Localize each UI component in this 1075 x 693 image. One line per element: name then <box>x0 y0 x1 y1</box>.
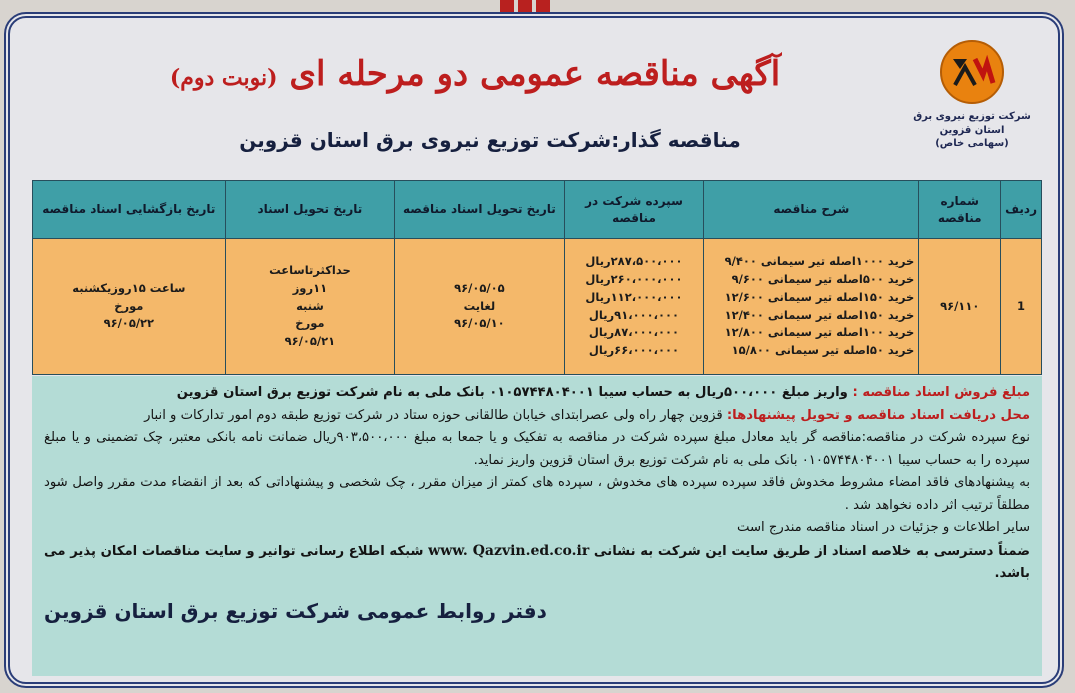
item-line: خرید ۵۰۰اصله تیر سیمانی ۹/۶۰۰ <box>731 271 915 286</box>
ad-frame <box>4 12 1064 688</box>
place-label: محل دریافت اسناد مناقصه و تحویل پیشنهادها: <box>726 407 1030 423</box>
col-header-index: ردیف <box>1001 181 1042 239</box>
company-type: (سهامی خاص) <box>935 138 1009 149</box>
opening-line: ۹۶/۰۵/۲۲ <box>103 316 155 331</box>
access-paragraph <box>44 540 1030 586</box>
access-text-2: شبکه اطلاع رسانی توانیر و سایت مناقصات امکان پذیر می باشد. <box>44 543 1030 581</box>
deposit-line: ۸۷،۰۰۰،۰۰۰ریال <box>588 325 680 340</box>
col-header-tender-no: شماره مناقصه <box>919 181 1001 239</box>
cell-doc-delivery <box>395 239 564 375</box>
doc-delivery-line: لغایت <box>463 298 496 313</box>
cell-tender-no: ۹۶/۱۱۰ <box>919 239 1001 375</box>
col-header-doc-delivery: تاریخ تحویل اسناد مناقصه <box>395 181 564 239</box>
submission-line: ۹۶/۰۵/۲۱ <box>284 334 336 349</box>
table-header-row <box>33 181 1042 239</box>
cell-description <box>704 239 919 375</box>
submission-line: حداکثرتاساعت <box>269 262 351 277</box>
price-text: واریز مبلغ ۵۰۰،۰۰۰ریال به حساب سیبا ۰۱۰۵۷۴۴۸۰۴۰۰۱ بانک ملی به نام شرکت توزیع برق استان قزوین <box>176 385 853 400</box>
company-name: شرکت توزیع نیروی برق استان قزوین <box>913 111 1031 136</box>
tender-table <box>32 180 1042 375</box>
website-link[interactable]: www. Qazvin.ed.co.ir <box>428 542 590 559</box>
footer-signature: دفتر روابط عمومی شرکت توزیع برق استان قزوین <box>44 598 547 623</box>
price-label: مبلغ فروش اسناد مناقصه : <box>852 385 1030 400</box>
item-line: خرید ۱۰۰اصله تیر سیمانی ۱۲/۸۰۰ <box>724 325 915 340</box>
title-round: (نوبت دوم) <box>169 65 278 91</box>
col-header-opening: تاریخ بازگشایی اسناد مناقصه <box>33 181 226 239</box>
table-row <box>33 239 1042 375</box>
company-logo <box>902 40 1042 170</box>
ad-title <box>90 50 860 102</box>
title-main: آگهی مناقصه عمومی دو مرحله ای <box>289 54 781 94</box>
deposit-line: ۹۱،۰۰۰،۰۰۰ریال <box>588 307 680 322</box>
info-section <box>32 376 1042 676</box>
submission-line: مورخ <box>295 316 325 331</box>
cell-deposit <box>564 239 704 375</box>
col-header-submission: تاریخ تحویل اسناد <box>225 181 395 239</box>
cell-submission <box>225 239 395 375</box>
doc-delivery-line: ۹۶/۰۵/۰۵ <box>454 280 505 295</box>
place-paragraph <box>44 405 1030 428</box>
opening-line: ساعت ۱۵روزیکشنبه <box>72 280 186 295</box>
tenderer-line: مناقصه گذار:شرکت توزیع نیروی برق استان قزوین <box>239 128 741 152</box>
cell-opening <box>33 239 226 375</box>
item-line: خرید ۱۰۰۰اصله تیر سیمانی ۹/۴۰۰ <box>724 254 915 269</box>
tavanir-logo-icon <box>940 40 1004 104</box>
place-text: قزوین چهار راه ولی عصرابتدای خیابان طالقانی حوزه ستاد در شرکت توزیع طبقه دوم امور تدارکات و انبار <box>144 407 727 423</box>
deposit-line: ۲۸۷،۵۰۰،۰۰۰ریال <box>585 254 683 269</box>
price-paragraph <box>44 382 1030 405</box>
other-paragraph: سایر اطلاعات و جزئیات در اسناد مناقصه مندرج است <box>737 520 1030 535</box>
deposit-line: ۱۱۲،۰۰۰،۰۰۰ریال <box>585 289 683 304</box>
cell-index: 1 <box>1001 239 1042 375</box>
warning-paragraph: به پیشنهادهای فاقد امضاء مشروط مخدوش فاقد سپرده سپرده های مخدوش ، سپرده های کمتر از میزان مقرر ، چک شخصی و پیشنهاداتی که بعد از انقضاء مدت مقرر واصل شود مطلقاً ترتیب اثر داده نخواهد شد . <box>44 475 1030 513</box>
item-line: خرید ۱۵۰اصله تیر سیمانی ۱۲/۴۰۰ <box>724 307 915 322</box>
doc-delivery-line: ۹۶/۰۵/۱۰ <box>454 316 505 331</box>
col-header-description: شرح مناقصه <box>704 181 919 239</box>
deposit-line: ۶۶،۰۰۰،۰۰۰ریال <box>588 343 680 358</box>
opening-line: مورخ <box>114 298 144 313</box>
deposit-paragraph: نوع سپرده شرکت در مناقصه:مناقصه گر باید معادل مبلغ سپرده شرکت در مناقصه به تفکیک و یا جمعا به مبلغ ۹۰۳،۵۰۰،۰۰۰ریال ضمانت نامه بانکی معتبر، چک تضمینی و یا مبلغ سپرده را به حساب سیبا ۰۱۰۵۷۴۴۸۰۴۰۰۱ بانک ملی به نام شرکت توزیع برق استان قزوین واریز نماید. <box>44 430 1030 468</box>
access-text-1: ضمناً دسترسی به خلاصه اسناد از طریق سایت این شرکت به نشانی <box>589 543 1030 559</box>
deposit-line: ۲۶۰،۰۰۰،۰۰۰ریال <box>585 271 683 286</box>
item-line: خرید ۱۵۰اصله تیر سیمانی ۱۲/۶۰۰ <box>724 289 915 304</box>
col-header-deposit: سپرده شرکت در مناقصه <box>564 181 704 239</box>
item-line: خرید ۵۰اصله تیر سیمانی ۱۵/۸۰۰ <box>731 343 915 358</box>
submission-line: شنبه <box>296 298 324 313</box>
submission-line: ۱۱روز <box>292 280 328 295</box>
